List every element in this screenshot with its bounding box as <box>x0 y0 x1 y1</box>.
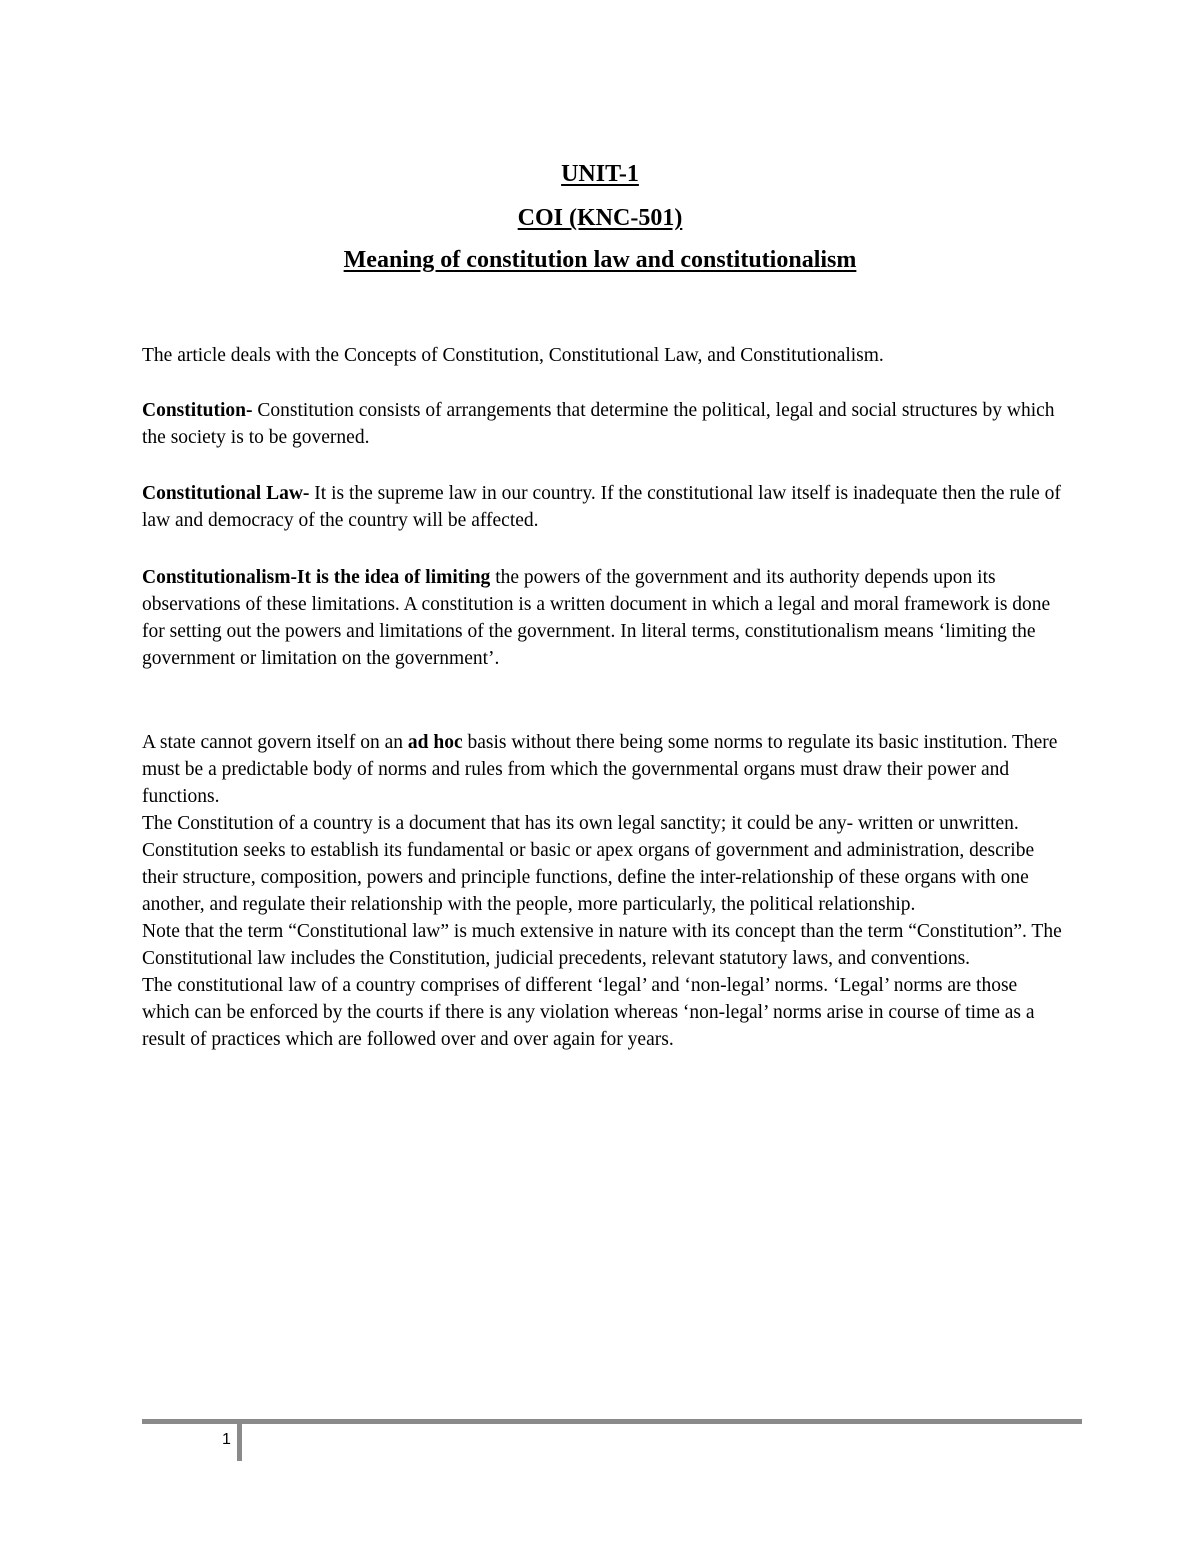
footer-divider <box>142 1419 1082 1424</box>
definition-constitution <box>142 397 1062 451</box>
paragraph-legal-norms: The constitutional law of a country comprises of different ‘legal’ and ‘non-legal’ norms. ‘Legal’ norms are those which can be enforced by the courts if there is any violation whereas ‘non-legal’ norms arise in course of time as a result of practices which are followed over and over again for years. <box>142 975 1035 1050</box>
page-number: 1 <box>222 1431 231 1448</box>
definition-constitutionalism <box>142 564 1062 672</box>
definition-term: Constitution- <box>142 400 253 421</box>
definition-term: Constitutionalism-It is the idea of limiting <box>142 567 491 588</box>
paragraph-ad-hoc: A state cannot govern itself on an ad hoc basis without there being some norms to regulate its basic institution. There must be a predictable body of norms and rules from which the governmental organs must draw their power and functions. <box>142 732 1058 807</box>
definition-constitutional-law <box>142 480 1062 534</box>
definition-text: the powers of the government and its authority depends upon its observations of these limitations. A constitution is a written document in which a legal and moral framework is done for setting out the powers and limitations of the government. In literal terms, constitutionalism means ‘limiting the government or limitation on the government’. <box>142 567 1051 669</box>
paragraph-constitution-document: The Constitution of a country is a document that has its own legal sanctity; it could be any- written or unwritten. Constitution seeks to establish its fundamental or basic or apex organs of government and administration, describe their structure, composition, powers and principle functions, define the inter-relationship of these organs with one another, and regulate their relationship with the people, more particularly, the political relationship. <box>142 813 1035 915</box>
intro-paragraph <box>142 342 1062 369</box>
paragraph-constitutional-law-note: Note that the term “Constitutional law” is much extensive in nature with its concept than the term “Constitution”. The Constitutional law includes the Constitution, judicial precedents, relevant statutory laws, and conventions. <box>142 921 1062 969</box>
unit-heading: UNIT-1 <box>561 161 639 187</box>
ad-hoc-emphasis: ad hoc <box>407 732 463 753</box>
intro-text: The article deals with the Concepts of Constitution, Constitutional Law, and Constitutionalism. <box>142 345 884 366</box>
definition-term: Constitutional Law- <box>142 483 310 504</box>
definition-text: Constitution consists of arrangements that determine the political, legal and social structures by which the society is to be governed. <box>142 400 1055 448</box>
footer-page-number-divider <box>237 1424 242 1461</box>
definition-text: It is the supreme law in our country. If the constitutional law itself is inadequate then the rule of law and democracy of the country will be affected. <box>142 483 1061 531</box>
course-code-heading: COI (KNC-501) <box>517 205 683 231</box>
document-title: Meaning of constitution law and constitutionalism <box>343 247 857 273</box>
main-body <box>142 729 1062 1053</box>
